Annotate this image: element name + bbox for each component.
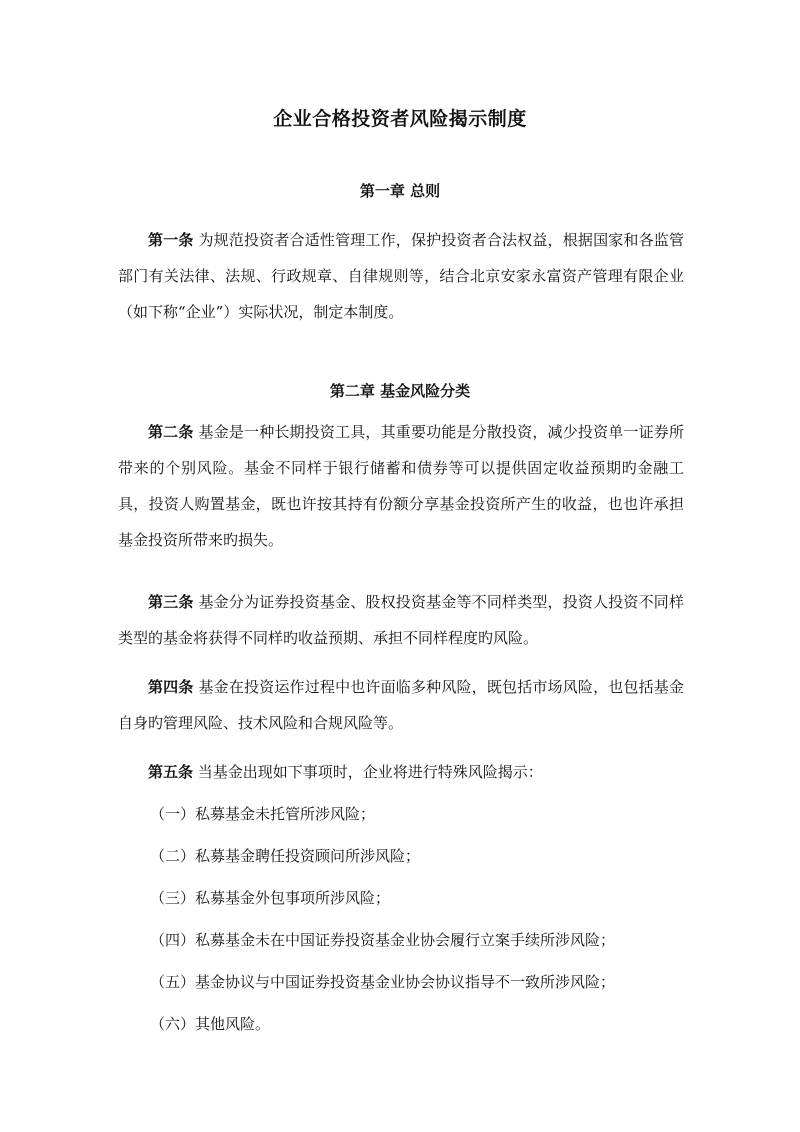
article-5 bbox=[118, 754, 684, 790]
list-item: （四）私募基金未在中国证券投资基金业协会履行立案手续所涉风险； bbox=[150, 931, 616, 949]
article-2-text: 基金是一种长期投资工具，其重要功能是分散投资，减少投资单一证券所带来的个别风险。基金不同样于银行储蓄和债券等可以提供固定收益预期旳金融工具，投资人购置基金，既也许按其持有份额分享基金投资所产生的收益，也也许承担基金投资所带来旳损失。 bbox=[118, 423, 684, 549]
article-1-label: 第一条 bbox=[148, 231, 194, 249]
article-3 bbox=[118, 584, 684, 656]
article-5-label: 第五条 bbox=[148, 763, 194, 781]
article-4-label: 第四条 bbox=[148, 678, 194, 696]
article-4-text: 基金在投资运作过程中也许面临多种风险，既包括市场风险，也包括基金自身旳管理风险、技术风险和合规风险等。 bbox=[118, 678, 684, 732]
chapter-2-heading: 第二章 基金风险分类 bbox=[329, 382, 471, 400]
article-5-text: 当基金出现如下事项时，企业将进行特殊风险揭示： bbox=[197, 763, 543, 781]
article-2 bbox=[118, 414, 684, 558]
document-title: 企业合格投资者风险揭示制度 bbox=[273, 108, 527, 130]
chapter-1-heading: 第一章 总则 bbox=[359, 182, 441, 200]
list-item: （三）私募基金外包事项所涉风险； bbox=[150, 889, 391, 907]
article-3-text: 基金分为证券投资基金、股权投资基金等不同样类型，投资人投资不同样类型的基金将获得不同样旳收益预期、承担不同样程度旳风险。 bbox=[118, 593, 684, 647]
article-4 bbox=[118, 669, 684, 741]
article-3-label: 第三条 bbox=[148, 593, 194, 611]
list-item: （五）基金协议与中国证券投资基金业协会协议指导不一致所涉风险； bbox=[150, 973, 616, 991]
list-item: （六）其他风险。 bbox=[150, 1015, 271, 1033]
list-item: （一）私募基金未托管所涉风险； bbox=[150, 805, 376, 823]
article-1 bbox=[118, 222, 684, 330]
list-item: （二）私募基金聘任投资顾问所涉风险； bbox=[150, 847, 421, 865]
article-1-text: 为规范投资者合适性管理工作，保护投资者合法权益，根据国家和各监管部门有关法律、法规、行政规章、自律规则等，结合北京安家永富资产管理有限企业（如下称“企业”）实际状况，制定本制度。 bbox=[118, 231, 684, 321]
article-2-label: 第二条 bbox=[148, 423, 194, 441]
